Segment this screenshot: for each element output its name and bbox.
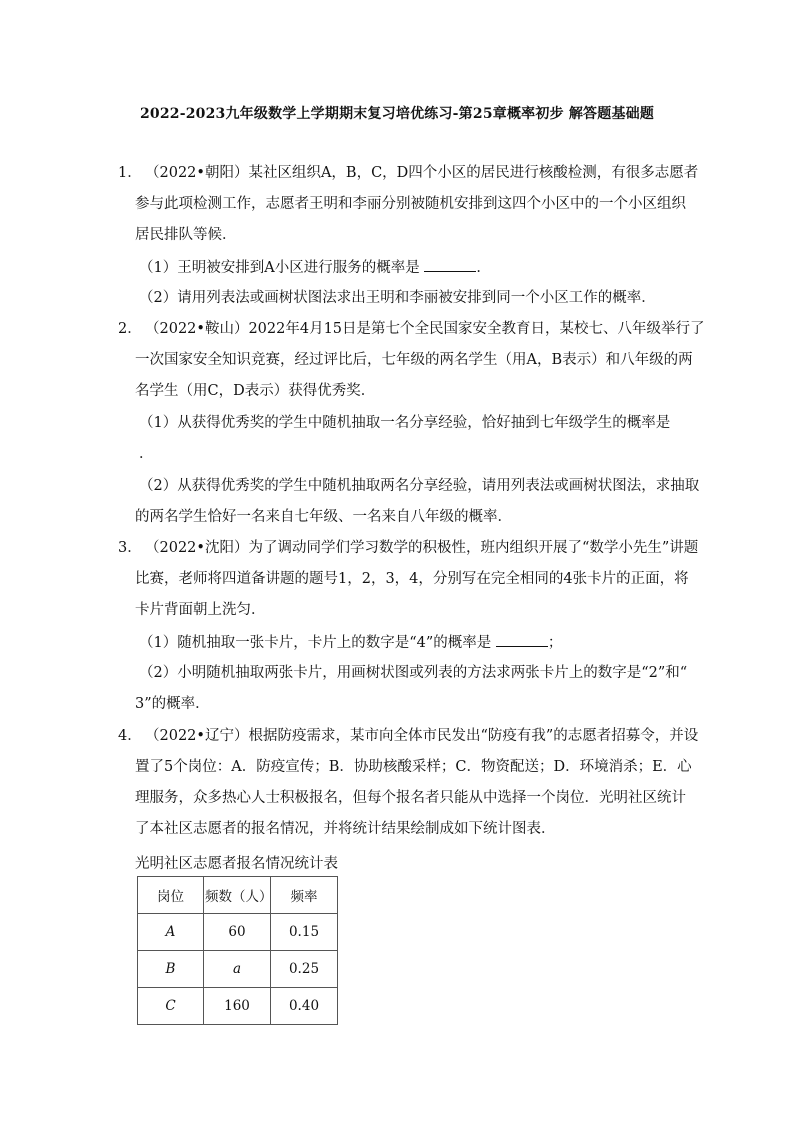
table-cell (204, 951, 271, 988)
answer-blank[interactable] (496, 632, 548, 647)
problem-4-line-3: 理服务，众多热心人士积极报名，但每个报名者只能从中选择一个岗位．光明社区统计 (135, 790, 686, 806)
answer-blank[interactable] (424, 257, 476, 272)
table-caption: 光明社区志愿者报名情况统计表 (135, 856, 338, 872)
problem-2-line-2: 一次国家安全知识竞赛，经过评比后，七年级的两名学生（用A，B表示）和八年级的两 (135, 352, 693, 368)
problem-2-number: 2． (118, 321, 142, 337)
problem-4-line-1: （2022•辽宁）根据防疫需求，某市向全体市民发出“防疫有我”的志愿者招募令，并设 (145, 728, 699, 744)
problem-3-number: 3． (118, 540, 142, 556)
problem-3-sub-1 (139, 632, 562, 653)
problem-4-line-4: 了本社区志愿者的报名情况，并将统计结果绘制成如下统计图表． (135, 821, 556, 837)
problem-1-sub-2: （2）请用列表法或画树状图法求出王明和李丽被安排到同一个小区工作的概率． (139, 290, 656, 306)
stats-table (137, 876, 338, 1025)
problem-1-sub-1-text: （1）王明被安排到A小区进行服务的概率是 (139, 260, 420, 276)
problem-2-line-3: 名学生（用C，D表示）获得优秀奖． (135, 383, 376, 399)
problem-4-number: 4． (118, 728, 142, 744)
problem-1-line-3: 居民排队等候． (135, 227, 237, 243)
problem-1-line-1: （2022•朝阳）某社区组织A，B，C，D四个小区的居民进行核酸检测，有很多志愿者 (145, 165, 699, 181)
problem-3-sub-2: （2）小明随机抽取两张卡片，用画树状图或列表的方法求两张卡片上的数字是“2”和“ (139, 665, 688, 681)
table-header-cell: 频数（人） (204, 877, 271, 914)
table-cell-text: B (165, 961, 176, 977)
table-row (138, 988, 338, 1025)
problem-1-number: 1． (118, 165, 142, 181)
table-cell (138, 988, 204, 1025)
problem-2-sub-1-end: ． (139, 446, 154, 462)
problem-4-line-2: 置了5个岗位：A．防疫宣传；B．协助核酸采样；C．物资配送；D．环境消杀；E．心 (135, 759, 692, 775)
table-row (138, 951, 338, 988)
problem-2-sub-1: （1）从获得优秀奖的学生中随机抽取一名分享经验，恰好抽到七年级学生的概率是 (139, 415, 671, 431)
problem-1-sub-1 (139, 257, 491, 278)
problem-3-sub-1-text: （1）随机抽取一张卡片，卡片上的数字是“4”的概率是 (139, 635, 492, 651)
table-cell: 0.40 (271, 988, 338, 1025)
problem-1-line-2: 参与此项检测工作，志愿者王明和李丽分别被随机安排到这四个小区中的一个小区组织 (135, 196, 686, 212)
problem-1-sub-1-suffix: ． (476, 260, 491, 276)
table-cell-text: a (232, 961, 242, 977)
table-cell-text: A (165, 924, 176, 940)
table-header-row (138, 877, 338, 914)
table-cell (138, 914, 204, 951)
table-cell (138, 951, 204, 988)
table-row (138, 914, 338, 951)
problem-3-sub-2-cont: 3”的概率． (135, 696, 210, 712)
page-title: 2022-2023九年级数学上学期期末复习培优练习-第25章概率初步 解答题基础题 (139, 106, 655, 122)
table-header-cell: 频率 (271, 877, 338, 914)
problem-2-line-1: （2022•鞍山）2022年4月15日是第七个全民国家安全教育日，某校七、八年级举行了 (145, 321, 705, 337)
problem-3-line-2: 比赛，老师将四道备讲题的题号1，2，3，4，分别写在完全相同的4张卡片的正面，将 (135, 571, 689, 587)
problem-3-sub-1-suffix: ； (547, 635, 563, 651)
table-cell-text: C (165, 998, 176, 1014)
problem-3-line-3: 卡片背面朝上洗匀． (135, 602, 266, 618)
table-cell: 0.25 (271, 951, 338, 988)
problem-2-sub-2: （2）从获得优秀奖的学生中随机抽取两名分享经验，请用列表法或画树状图法，求抽取 (139, 478, 700, 494)
problem-3-line-1: （2022•沈阳）为了调动同学们学习数学的积极性，班内组织开展了“数学小先生”讲题 (145, 540, 699, 556)
table-cell: 0.15 (271, 914, 338, 951)
table-cell: 160 (204, 988, 271, 1025)
table-header-cell: 岗位 (138, 877, 204, 914)
problem-2-sub-2-cont: 的两名学生恰好一名来自七年级、一名来自八年级的概率． (135, 509, 512, 525)
table-cell: 60 (204, 914, 271, 951)
